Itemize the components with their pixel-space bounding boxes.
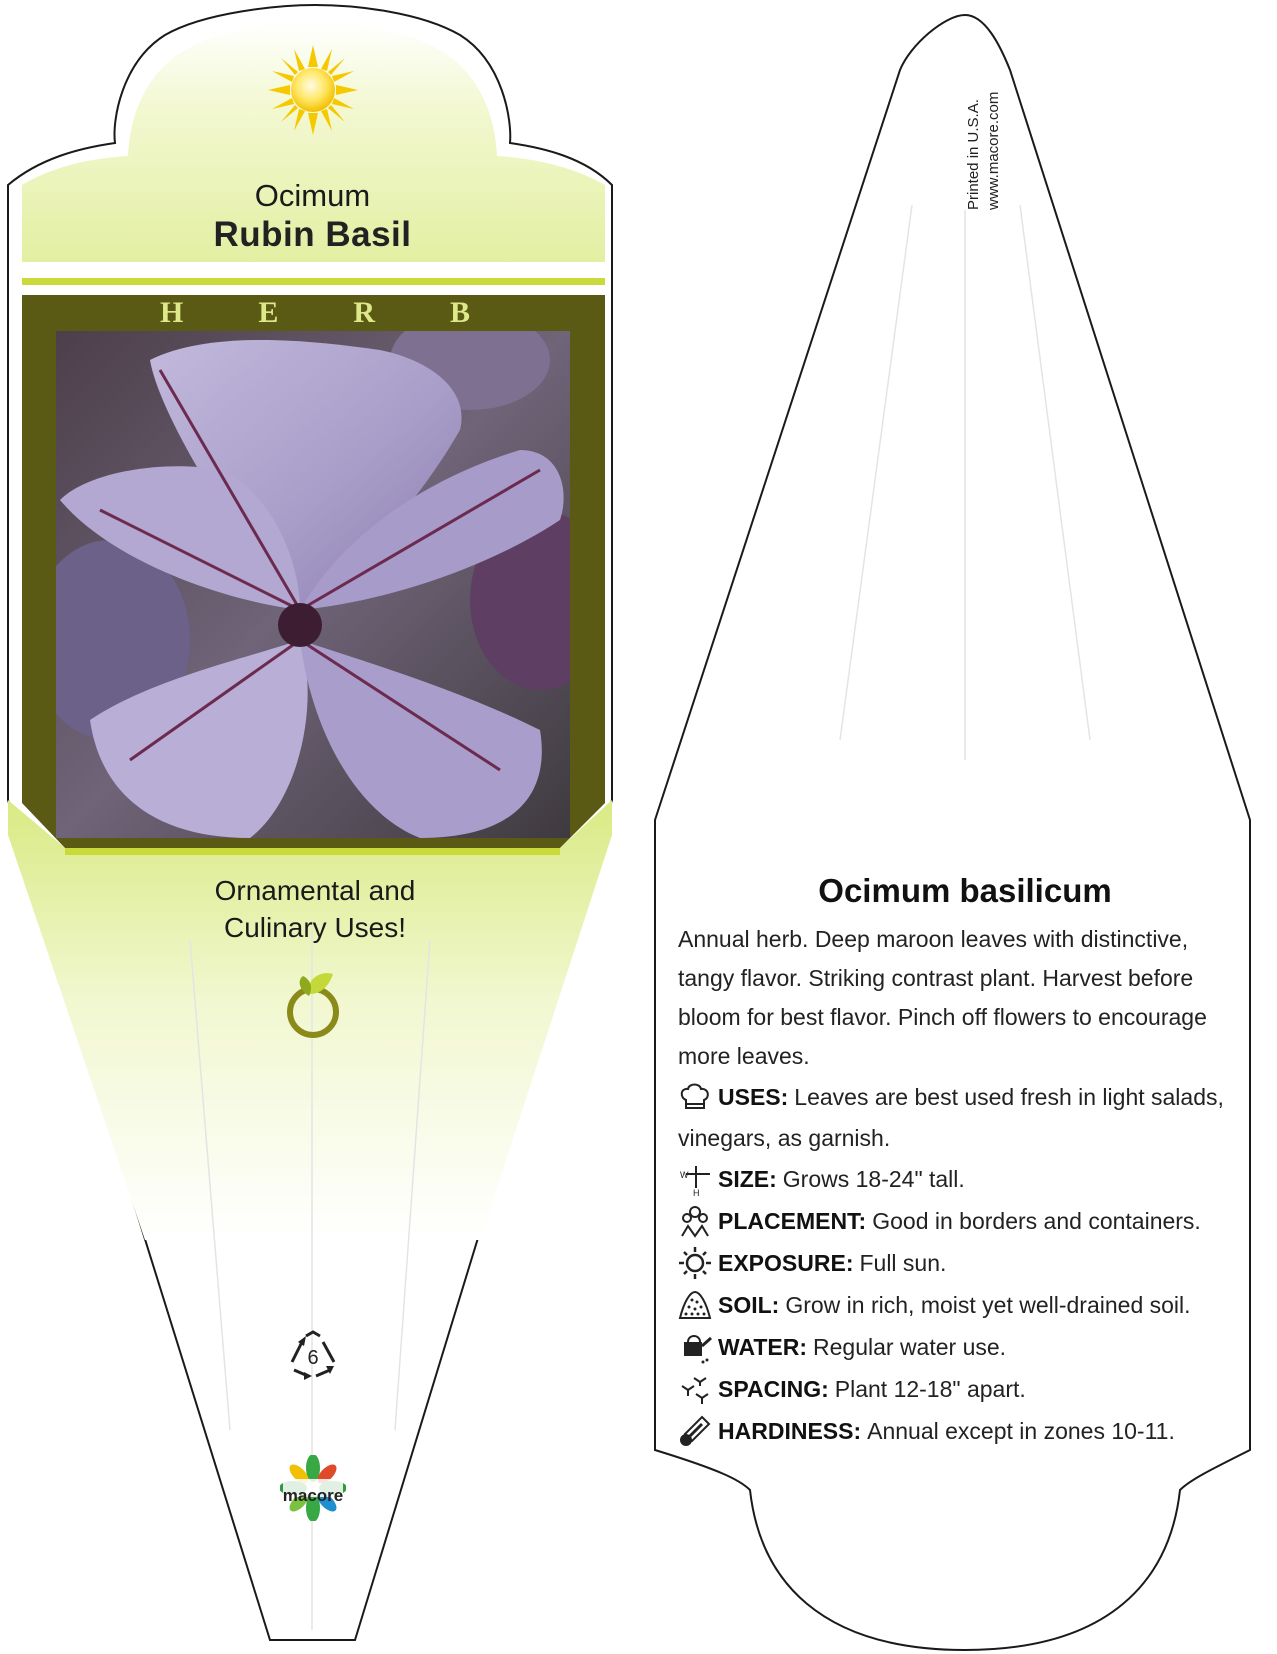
uses-text: Leaves are best used fresh in light salads, [794, 1083, 1224, 1110]
placement-row [678, 1200, 1238, 1242]
category-letter: E [258, 296, 279, 329]
genus-name: Ocimum [254, 178, 371, 213]
category-letter: R [353, 296, 375, 329]
common-name: Rubin Basil [213, 215, 412, 254]
spacing-text: Plant 12-18" apart. [834, 1375, 1026, 1402]
culinary-leaf-icon [285, 968, 345, 1038]
svg-text:H: H [693, 1188, 700, 1196]
sun-outline-icon [678, 1246, 712, 1280]
soil-text: Grow in rich, moist yet well-drained soil. [785, 1291, 1191, 1318]
tagline-line: Ornamental and [214, 875, 416, 906]
thermometer-icon [678, 1414, 712, 1448]
soil-mound-icon [678, 1288, 712, 1322]
svg-text:W: W [680, 1170, 689, 1180]
tagline-line: Culinary Uses! [223, 912, 407, 943]
hardiness-label: HARDINESS: [718, 1417, 862, 1444]
printed-website: www.macore.com [985, 91, 1002, 210]
uses-row [678, 1076, 1238, 1118]
description-line: Annual herb. Deep maroon leaves with distinctive, [678, 926, 1189, 952]
water-text: Regular water use. [813, 1333, 1007, 1360]
spacing-seedlings-icon [678, 1372, 712, 1406]
uses-text-continued: vinegars, as garnish. [678, 1125, 891, 1151]
scientific-name: Ocimum basilicum [818, 872, 1112, 909]
uses-label: USES: [718, 1083, 789, 1110]
chef-hat-icon [678, 1080, 712, 1114]
water-label: WATER: [718, 1333, 808, 1360]
description-line: more leaves. [678, 1043, 810, 1069]
placement-label: PLACEMENT: [718, 1207, 867, 1234]
size-row [678, 1158, 1238, 1200]
divider-line [22, 278, 605, 285]
basil-photo [30, 310, 610, 838]
placement-flowers-icon [678, 1204, 712, 1238]
spacing-label: SPACING: [718, 1375, 829, 1402]
brand-name: macore [282, 1486, 344, 1505]
recycle-icon [286, 1330, 340, 1380]
hardiness-row [678, 1410, 1238, 1452]
exposure-text: Full sun. [859, 1249, 947, 1276]
category-letter: H [160, 296, 184, 329]
soil-row [678, 1284, 1238, 1326]
category-letter: B [449, 296, 470, 329]
category-label [160, 296, 470, 330]
recycle-number: 6 [307, 1347, 319, 1369]
tagline [120, 872, 510, 946]
hardiness-text: Annual except in zones 10-11. [867, 1417, 1175, 1444]
printed-country: Printed in U.S.A. [965, 99, 982, 210]
watering-can-icon [678, 1330, 712, 1364]
size-text: Grows 18-24" tall. [782, 1165, 965, 1192]
placement-text: Good in borders and containers. [872, 1207, 1201, 1234]
size-dimension-icon [678, 1162, 712, 1196]
exposure-label: EXPOSURE: [718, 1249, 854, 1276]
spacing-row [678, 1368, 1238, 1410]
description-line: bloom for best flavor. Pinch off flowers to encourage [678, 1004, 1207, 1030]
size-label: SIZE: [718, 1165, 777, 1192]
full-sun-icon [268, 45, 358, 135]
description-line: tangy flavor. Striking contrast plant. Harvest before [678, 965, 1194, 991]
soil-label: SOIL: [718, 1291, 780, 1318]
exposure-row [678, 1242, 1238, 1284]
care-info [678, 920, 1238, 1452]
printed-info [965, 50, 1002, 210]
water-row [678, 1326, 1238, 1368]
